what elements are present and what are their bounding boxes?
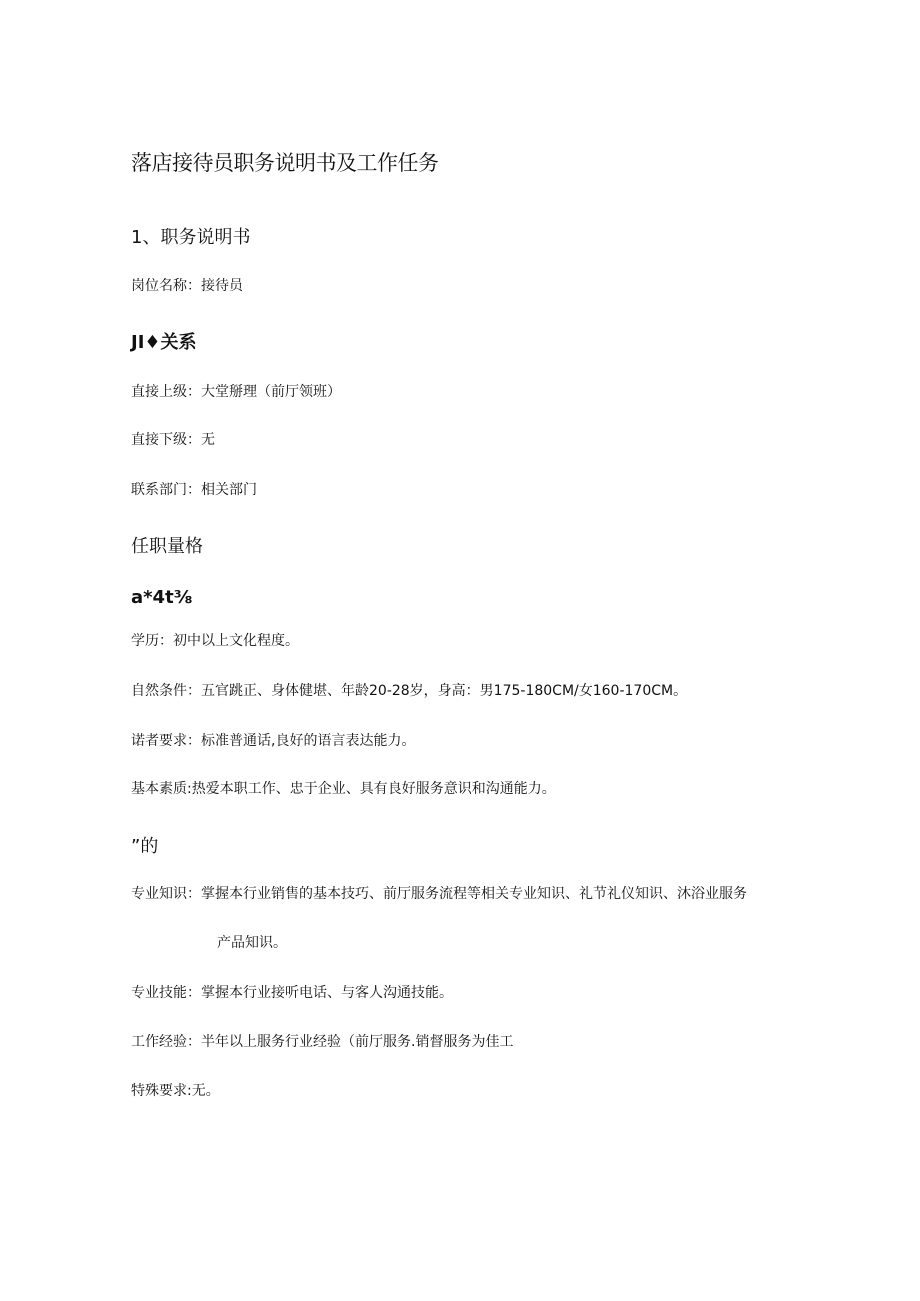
- basic-heading: a*4t⅜: [131, 587, 193, 608]
- direct-superior: 直接上级：大堂掰理（前厅领班）: [131, 384, 341, 400]
- natural-conditions: 自然条件：五官跳正、身体健堪、年龄20-28岁，身高：男175-180CM/女160-170CM。: [131, 683, 688, 699]
- education: 学历：初中以上文化程度。: [131, 633, 299, 649]
- relations-heading: JI♦关系: [131, 332, 197, 353]
- liaison-department: 联系部门：相关部门: [131, 482, 257, 498]
- position-name: 岗位名称：接待员: [131, 278, 243, 294]
- professional-knowledge-line-2: 产品知识。: [217, 935, 287, 951]
- basic-qualities: 基本素质:热爱本职工作、忠于企业、具有良好服务意识和沟通能力。: [131, 781, 556, 797]
- professional-knowledge-line-1: 专业知识：掌握本行业销售的基本技巧、前厅服务流程等相关专业知识、礼节礼仪知识、沐浴业服务: [131, 886, 747, 902]
- section-1-heading: 1、职务说明书: [131, 227, 251, 248]
- language-requirements: 诺者要求：标准普通话,良好的语言表达能力。: [131, 733, 416, 749]
- professional-skills: 专业技能：掌握本行业接听电话、与客人沟通技能。: [131, 985, 453, 1001]
- work-experience: 工作经验：半年以上服务行业经验（前厅服务.销督服务为佳工: [131, 1034, 514, 1050]
- document-title: 落店接待员职务说明书及工作任务: [131, 151, 439, 175]
- direct-subordinate: 直接下级：无: [131, 432, 215, 448]
- knowledge-heading: ”的: [131, 836, 159, 857]
- qualifications-heading: 任职量格: [131, 536, 203, 557]
- special-requirements: 特殊要求:无。: [131, 1083, 220, 1099]
